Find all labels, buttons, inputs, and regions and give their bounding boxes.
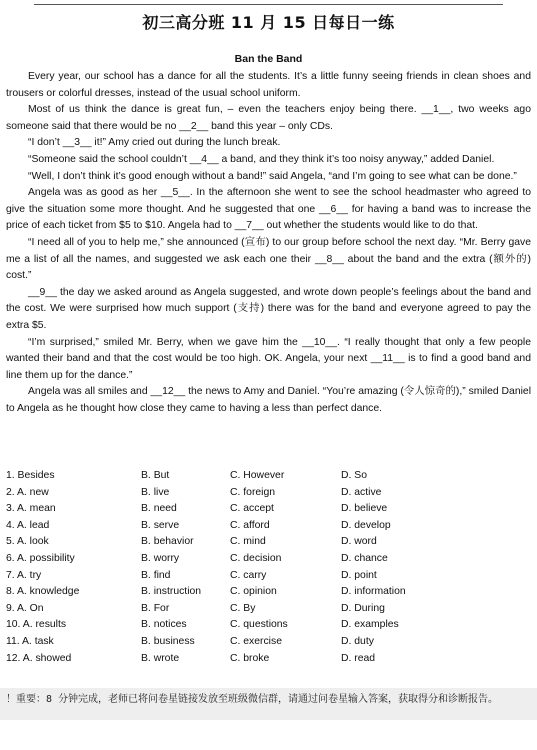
option-b: B. worry <box>141 552 180 564</box>
option-a: 11. A. task <box>6 635 54 647</box>
option-c: C. decision <box>230 552 282 564</box>
option-c: C. However <box>230 470 285 481</box>
option-d: D. believe <box>341 503 388 515</box>
option-c: C. carry <box>230 569 267 581</box>
option-b: B. business <box>141 635 195 647</box>
paragraph: Most of us think the dance is great fun, – even the teachers enjoy being there. __1__, two weeks ago someone said that there would be no __2__ band this year – only CDs. <box>6 104 531 132</box>
option-a: 12. A. showed <box>6 652 72 664</box>
paragraph: “I need all of you to help me,” she announced (宣布) to our group before school the next day. “Mr. Berry gave me a list of all the names, and suggested we ask each one their __8__ about the band and the extra (额外的) cost.” <box>6 236 531 282</box>
option-row <box>6 584 531 601</box>
option-a: 4. A. lead <box>6 519 50 531</box>
option-row <box>6 634 531 651</box>
paragraph: Every year, our school has a dance for all the students. It’s a little funny seeing friends in clean shoes and trousers or colorful dresses, instead of the usual school uniform. <box>6 71 531 99</box>
passage-heading: Ban the Band <box>234 53 303 65</box>
option-row <box>6 601 531 618</box>
option-d: D. active <box>341 486 382 498</box>
paragraph: “Someone said the school couldn’t __4__ a band, and they think it’s too noisy anyway,” added Daniel. <box>28 153 495 165</box>
option-d: D. point <box>341 569 377 581</box>
option-b: B. behavior <box>141 536 194 548</box>
option-d: D. information <box>341 586 406 598</box>
option-b: B. live <box>141 486 170 498</box>
option-row <box>6 534 531 551</box>
option-c: C. exercise <box>230 635 282 647</box>
option-d: D. examples <box>341 619 399 631</box>
option-d: D. duty <box>341 635 374 647</box>
paragraph: “I don’t __3__ it!” Amy cried out during the lunch break. <box>28 137 281 149</box>
option-b: B. instruction <box>141 586 202 598</box>
page-title: 初三高分班 11 月 15 日每日一练 <box>142 13 395 32</box>
top-rule <box>34 4 503 5</box>
option-a: 9. A. On <box>6 602 44 614</box>
option-a: 8. A. knowledge <box>6 586 80 598</box>
paragraph: __9__ the day we asked around as Angela suggested, and wrote down people’s feelings about the band and the cost. We were surprised how much support (支持) there was for the band and everyone agreed to pay the extra $5. <box>6 286 531 331</box>
option-row <box>6 468 531 485</box>
option-row <box>6 568 531 585</box>
option-c: C. mind <box>230 536 266 548</box>
option-row <box>6 501 531 518</box>
option-a: 6. A. possibility <box>6 552 75 564</box>
option-d: D. word <box>341 536 377 548</box>
option-b: B. need <box>141 503 177 515</box>
option-a: 5. A. look <box>6 536 49 548</box>
option-d: D. read <box>341 652 376 664</box>
option-b: B. For <box>141 602 170 614</box>
paragraph: “I’m surprised,” smiled Mr. Berry, when we gave him the __10__. “I really thought that only a few people wanted their band and that the cost would be too high. OK. Angela, your next __11__ is to find a good band and line them up for the dance.” <box>6 336 531 381</box>
option-row <box>6 617 531 634</box>
option-c: C. foreign <box>230 486 276 498</box>
notice-text: ！重要：8 分钟完成，老师已将问卷星链接发放至班级微信群，请通过问卷星输入答案，获取得分和诊断报告。 <box>6 694 499 705</box>
option-b: B. serve <box>141 519 180 531</box>
passage <box>6 69 531 417</box>
option-c: C. accept <box>230 503 274 515</box>
paragraph: “Well, I don’t think it’s good enough without a band!” said Angela, “and I’m going to see what can be done.” <box>28 170 517 182</box>
answer-options <box>6 468 531 667</box>
option-a: 10. A. results <box>6 619 67 631</box>
option-a: 3. A. mean <box>6 503 56 515</box>
paragraph: Angela was as good as her __5__. In the afternoon she went to see the school headmaster who agreed to give the situation some more thought. And he suggested that one __6__ for having a band was to increase the price of each ticket from $5 to $10. Angela had to __7__ out whether the students would like to do that. <box>6 187 531 232</box>
option-c: C. afford <box>230 519 270 531</box>
option-row <box>6 485 531 502</box>
option-d: D. So <box>341 470 367 481</box>
option-row <box>6 551 531 568</box>
paragraph: Angela was all smiles and __12__ the news to Amy and Daniel. “You’re amazing (令人惊奇的),” smiled Daniel to Angela as he thought how close they came to having a less than perfect dance. <box>6 386 531 414</box>
option-row <box>6 651 531 668</box>
option-d: D. chance <box>341 552 388 564</box>
option-c: C. broke <box>230 652 270 664</box>
option-c: C. questions <box>230 619 288 631</box>
option-row <box>6 518 531 535</box>
option-a: 1. Besides <box>6 470 55 481</box>
option-b: B. wrote <box>141 652 180 664</box>
option-b: B. find <box>141 569 171 581</box>
option-c: C. By <box>230 602 256 614</box>
option-a: 2. A. new <box>6 486 49 498</box>
option-a: 7. A. try <box>6 569 42 581</box>
option-d: D. During <box>341 602 385 614</box>
option-b: B. notices <box>141 619 187 631</box>
option-c: C. opinion <box>230 586 277 598</box>
option-b: B. But <box>141 470 170 481</box>
option-d: D. develop <box>341 519 391 531</box>
